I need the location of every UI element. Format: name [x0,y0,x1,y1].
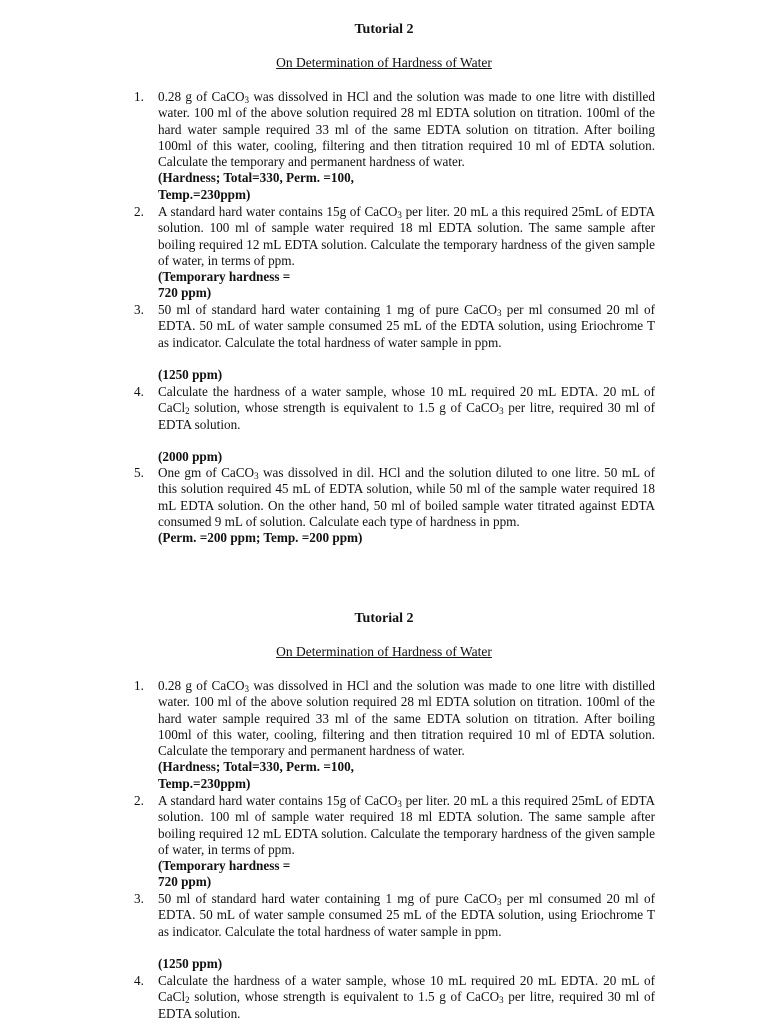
question-2 [134,204,656,302]
question-number: 1. [134,89,144,104]
question-number: 4. [134,384,144,399]
page-subtitle: On Determination of Hardness of Water [276,644,492,659]
question-3 [134,891,656,972]
answer-line-1: (Temporary hardness = [158,858,291,874]
answer-line-2: Temp.=230ppm) [158,186,251,202]
answer-line: (1250 ppm) [158,955,223,971]
answer-line-2: 720 ppm) [158,874,212,890]
question-1 [134,89,656,203]
answer-line-1: (Hardness; Total=330, Perm. =100, [158,759,354,775]
question-text: A standard hard water contains 15g of CaCO$_3$ per liter. 20 mL a this required 25mL of EDTA solution. 100 ml of sample water required 18 ml EDTA solution. The same sample after boiling required 12 mL EDTA solution. Calculate the temporary hardness of the given sample of water, in terms of ppm. (Temporary hardness = 720 ppm) [158,204,656,301]
question-4 [134,384,656,465]
question-5 [134,465,656,546]
question-number: 2. [134,204,144,219]
answer-line: (Perm. =200 ppm; Temp. =200 ppm) [158,530,363,546]
question-text: 0.28 g of CaCO$_3$ was dissolved in HCl and the solution was made to one litre with distilled water. 100 ml of the above solution required 28 ml EDTA solution on titration. 100ml of the hard water sample required 33 ml of the same EDTA solution on titration. After boiling 100ml of this water, cooling, filtering and then titration required 10 ml of EDTA solution. Calculate the temporary and permanent hardness of water. (Hardness; Total=330, Perm. =100, Temp.=230ppm) [158,678,655,791]
question-number: 5. [134,465,144,480]
question-text: Calculate the hardness of a water sample, whose 10 mL required 20 mL EDTA. 20 mL of CaCl$_2$ solution, whose strength is equivalent to 1.5 g of CaCO$_3$ per litre, required 30 ml of EDTA solution. (2000 ppm) [158,384,655,464]
question-number: 2. [134,793,144,808]
answer-line-1: (Hardness; Total=330, Perm. =100, [158,170,354,186]
question-number: 1. [134,678,144,693]
page-subtitle: On Determination of Hardness of Water [276,55,492,70]
question-text: 0.28 g of CaCO$_3$ was dissolved in HCl and the solution was made to one litre with distilled water. 100 ml of the above solution required 28 ml EDTA solution on titration. 100ml of the hard water sample required 33 ml of the same EDTA solution on titration. After boiling 100ml of this water, cooling, filtering and then titration required 10 ml of EDTA solution. Calculate the temporary and permanent hardness of water. (Hardness; Total=330, Perm. =100, Temp.=230ppm) [158,89,655,202]
question-2 [134,793,656,891]
answer-line: (2000 ppm) [158,448,223,464]
question-text: One gm of CaCO$_3$ was dissolved in dil. HCl and the solution diluted to one litre. 50 mL of this solution required 45 mL of EDTA solution, while 50 ml of the sample water required 18 mL EDTA solution. On the other hand, 50 ml of boiled sample water titrated against EDTA consumed 9 mL of solution. Calculate each type of hardness in ppm. (Perm. =200 ppm; Temp. =200 ppm) [158,465,655,546]
question-number: 3. [134,302,144,317]
question-text: 50 ml of standard hard water containing 1 mg of pure CaCO$_3$ per ml consumed 20 ml of EDTA. 50 mL of water sample consumed 25 mL of the EDTA solution, using Eriochrome T as indicator. Calculate the total hardness of water sample in ppm. (1250 ppm) [158,891,655,971]
question-1 [134,678,656,792]
question-3 [134,302,656,383]
page-title: Tutorial 2 [354,22,414,37]
question-text: 50 ml of standard hard water containing 1 mg of pure CaCO$_3$ per ml consumed 20 ml of EDTA. 50 mL of water sample consumed 25 mL of the EDTA solution, using Eriochrome T as indicator. Calculate the total hardness of water sample in ppm. (1250 ppm) [158,302,655,382]
question-number: 3. [134,891,144,906]
answer-line: (1250 ppm) [158,366,223,382]
answer-line-1: (Temporary hardness = [158,269,291,285]
page-title: Tutorial 2 [354,611,414,626]
answer-line-2: Temp.=230ppm) [158,775,251,791]
answer-line-2: 720 ppm) [158,285,212,301]
question-text: A standard hard water contains 15g of CaCO$_3$ per liter. 20 mL a this required 25mL of EDTA solution. 100 ml of sample water required 18 ml EDTA solution. The same sample after boiling required 12 mL EDTA solution. Calculate the temporary hardness of the given sample of water, in terms of ppm. (Temporary hardness = 720 ppm) [158,793,656,890]
question-4 [134,973,656,1022]
question-text: Calculate the hardness of a water sample, whose 10 mL required 20 mL EDTA. 20 mL of CaCl$_2$ solution, whose strength is equivalent to 1.5 g of CaCO$_3$ per litre, required 30 ml of EDTA solution. [158,973,655,1021]
question-number: 4. [134,973,144,988]
